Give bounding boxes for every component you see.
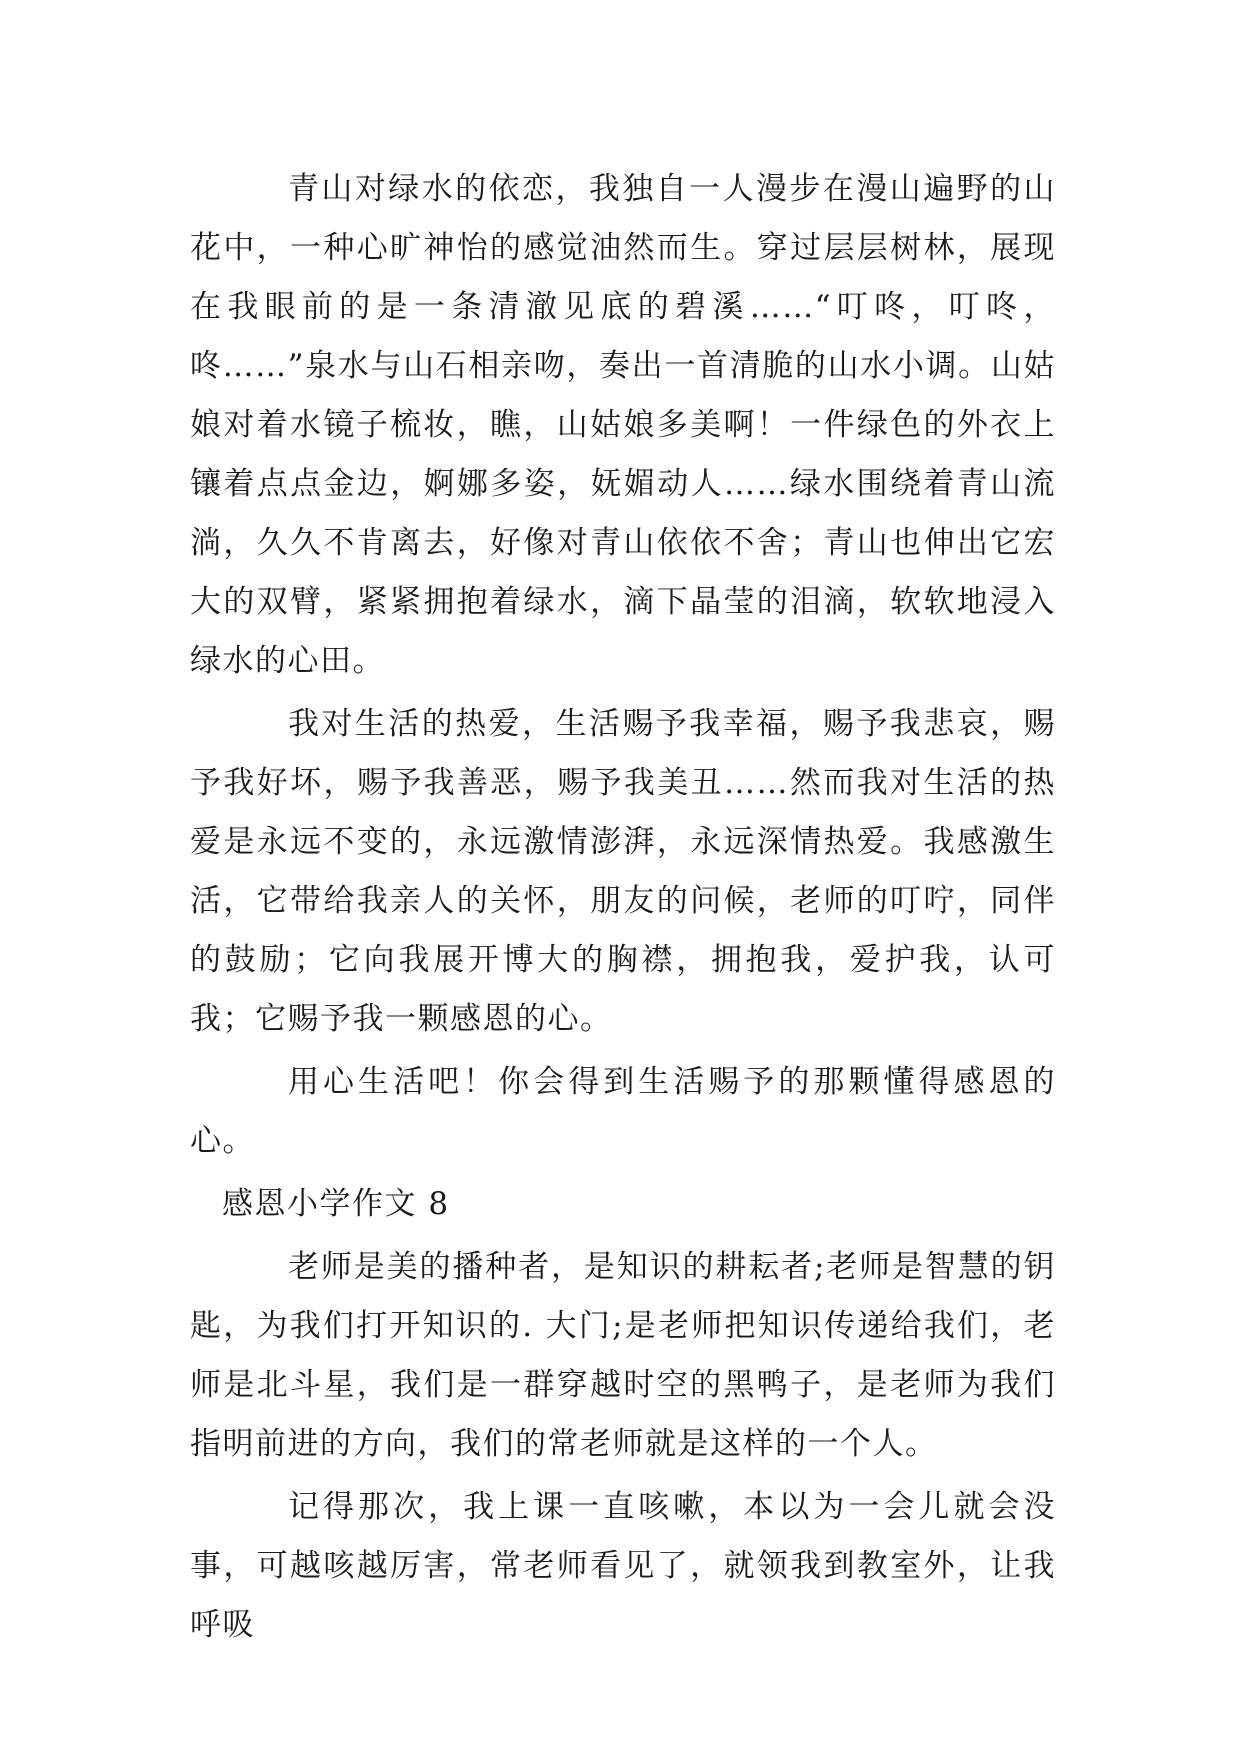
document-body — [190, 160, 1056, 1659]
paragraph-jide: 记得那次，我上课一直咳嗽，本以为一会儿就会没事，可越咳越厉害，常老师看见了，就领我到教室外，让我呼吸 — [190, 1489, 1056, 1643]
section-heading: 感恩小学作文 8 — [222, 1186, 450, 1222]
paragraph-shenghuo: 我对生活的热爱，生活赐予我幸福，赐予我悲哀，赐予我好坏，赐予我善恶，赐予我美丑……然而我对生活的热爱是永远不变的，永远激情澎湃，永远深情热爱。我感激生活，它带给我亲人的关怀，朋友的问候，老师的叮咛，同伴的鼓励；它向我展开博大的胸襟，拥抱我，爱护我，认可我；它赐予我一颗感恩的心。 — [190, 706, 1056, 1037]
paragraph-qingshan: 青山对绿水的依恋，我独自一人漫步在漫山遍野的山花中，一种心旷神怡的感觉油然而生。穿过层层树林，展现在我眼前的是一条清澈见底的碧溪……“叮咚，叮咚，咚……”泉水与山石相亲吻，奏出一首清脆的山水小调。山姑娘对着水镜子梳妆，瞧，山姑娘多美啊！一件绿色的外衣上镶着点点金边，婀娜多姿，妩媚动人……绿水围绕着青山流淌，久久不肯离去，好像对青山依依不舍；青山也伸出它宏大的双臂，紧紧拥抱着绿水，滴下晶莹的泪滴，软软地浸入绿水的心田。 — [190, 171, 1056, 679]
paragraph-yongxin: 用心生活吧！你会得到生活赐予的那颗懂得感恩的心。 — [190, 1064, 1056, 1159]
paragraph-laoshi: 老师是美的播种者，是知识的耕耘者;老师是智慧的钥匙，为我们打开知识的. 大门;是老师把知识传递给我们，老师是北斗星，我们是一群穿越时空的黑鸭子，是老师为我们指明前进的方向，我们的常老师就是这样的一个人。 — [190, 1249, 1056, 1462]
